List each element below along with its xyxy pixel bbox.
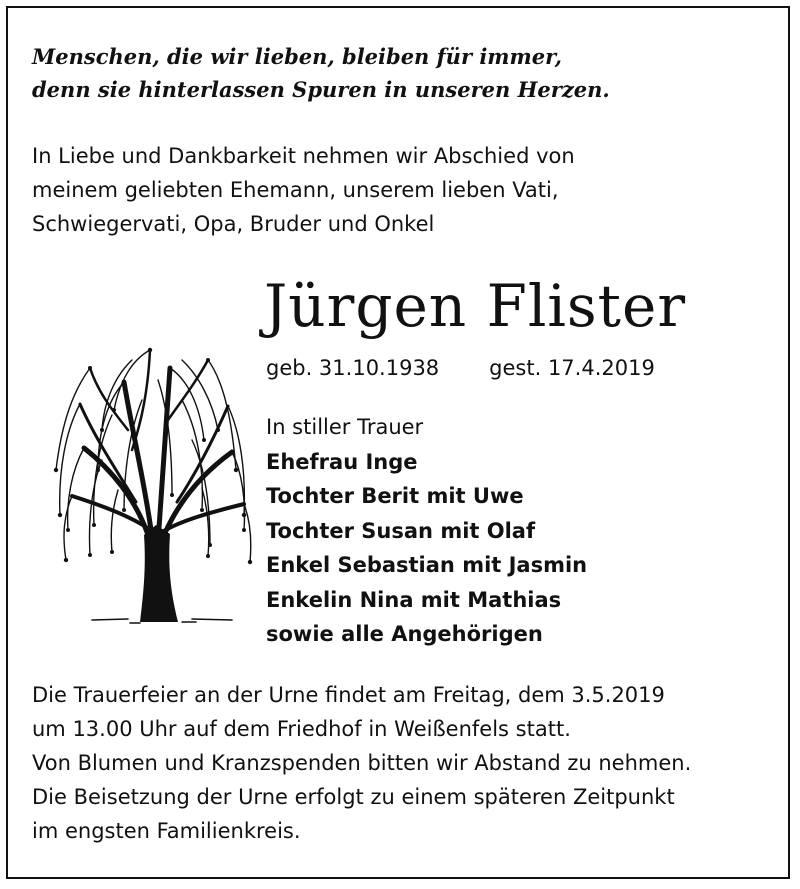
mourner-entry: Ehefrau Inge xyxy=(266,449,418,474)
intro-line: meinem geliebten Ehemann, unserem lieben Vati, xyxy=(32,178,559,202)
mourners-list xyxy=(266,410,766,652)
service-line: Von Blumen und Kranzspenden bitten wir Abstand zu nehmen. xyxy=(32,751,692,775)
intro-text xyxy=(32,139,762,241)
service-line: Die Trauerfeier an der Urne findet am Freitag, dem 3.5.2019 xyxy=(32,683,665,707)
mourner-entry: Enkel Sebastian mit Jasmin xyxy=(266,553,588,577)
motto-line: Menschen, die wir lieben, bleiben für immer, xyxy=(32,44,562,69)
service-info xyxy=(32,678,772,848)
deceased-name: Jürgen Flister xyxy=(264,272,687,340)
death-date: gest. 17.4.2019 xyxy=(489,356,655,380)
service-line: im engsten Familienkreis. xyxy=(32,819,301,843)
mourners-lead: In stiller Trauer xyxy=(266,415,424,439)
motto-line: denn sie hinterlassen Spuren in unseren Herzen. xyxy=(32,77,610,102)
mourner-entry: Tochter Susan mit Olaf xyxy=(266,518,536,543)
mourner-entry: Tochter Berit mit Uwe xyxy=(266,484,524,508)
service-line: Die Beisetzung der Urne erfolgt zu einem späteren Zeitpunkt xyxy=(32,785,675,809)
motto xyxy=(32,40,762,106)
birth-date: geb. 31.10.1938 xyxy=(266,356,440,380)
weeping-tree-icon xyxy=(32,320,264,630)
intro-line: Schwiegervati, Opa, Bruder und Onkel xyxy=(32,212,435,236)
service-line: um 13.00 Uhr auf dem Friedhof in Weißenfels statt. xyxy=(32,717,571,741)
life-dates xyxy=(266,352,655,384)
mourner-entry: sowie alle Angehörigen xyxy=(266,622,543,646)
intro-line: In Liebe und Dankbarkeit nehmen wir Abschied von xyxy=(32,144,575,168)
mourner-entry: Enkelin Nina mit Mathias xyxy=(266,587,562,612)
